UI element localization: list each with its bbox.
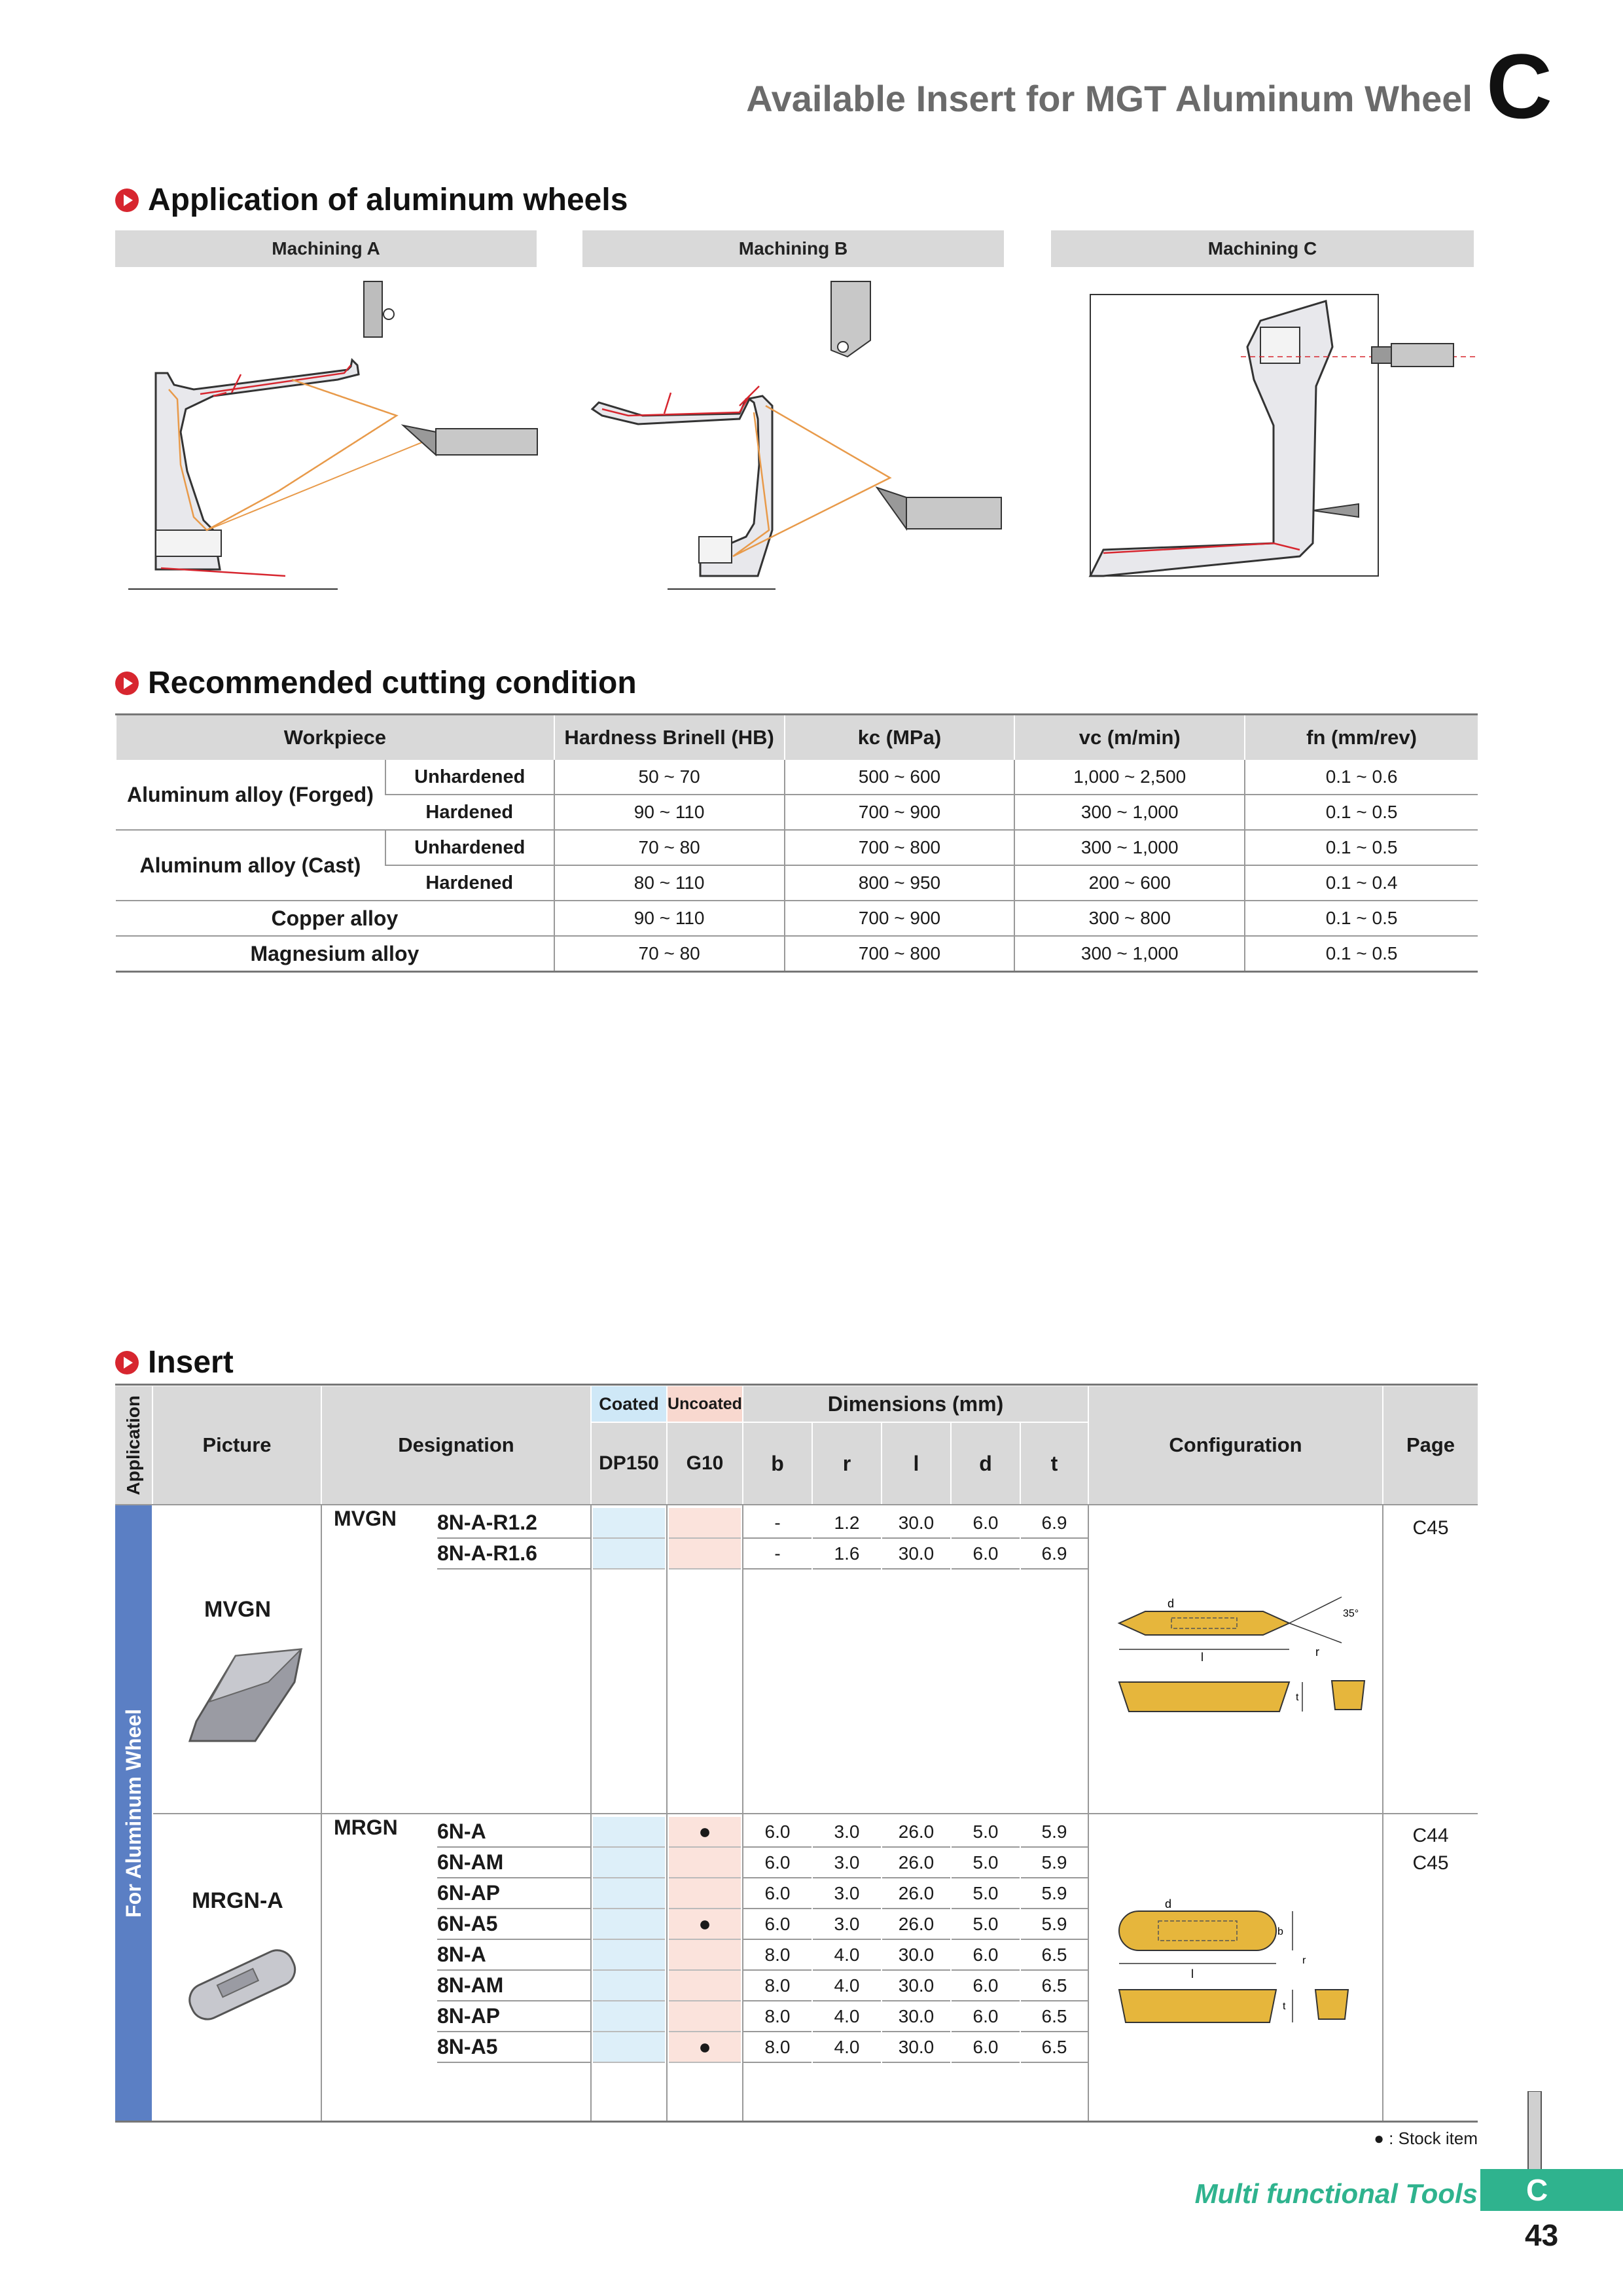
page-ref: C45 bbox=[1412, 1517, 1449, 1539]
config-b-label: b bbox=[1277, 1926, 1283, 1937]
dim-b-cell: 8.0 bbox=[743, 1940, 812, 1971]
material-copper: Copper alloy bbox=[116, 901, 554, 936]
vc-cell: 300 ~ 1,000 bbox=[1014, 936, 1245, 972]
g10-cell bbox=[669, 2001, 741, 2032]
config-l-label: l bbox=[1201, 1651, 1204, 1664]
g10-cell: ● bbox=[669, 1909, 741, 1940]
dp150-cell bbox=[593, 1940, 665, 1971]
config-r-label: r bbox=[1302, 1955, 1306, 1966]
page-title: Available Insert for MGT Aluminum Wheel bbox=[746, 78, 1472, 119]
insert-code: 6N-AP bbox=[437, 1878, 590, 1909]
hb-cell: 50 ~ 70 bbox=[554, 760, 785, 795]
table-row bbox=[116, 901, 1478, 936]
dim-b-cell: - bbox=[743, 1539, 812, 1570]
insert-code: 8N-A5 bbox=[437, 2032, 590, 2063]
machining-b-header: Machining B bbox=[582, 230, 1004, 267]
config-r-label: r bbox=[1315, 1645, 1319, 1659]
dim-d-cell: 6.0 bbox=[952, 1539, 1020, 1570]
vc-cell: 200 ~ 600 bbox=[1014, 865, 1245, 901]
section-application-heading bbox=[115, 182, 628, 218]
material-magnesium: Magnesium alloy bbox=[116, 936, 554, 972]
header-kc: kc (MPa) bbox=[785, 715, 1015, 761]
dim-d-cell: 5.0 bbox=[952, 1909, 1020, 1940]
arrow-bullet-icon bbox=[115, 188, 139, 212]
dim-b-cell: 6.0 bbox=[743, 1848, 812, 1878]
dim-t-cell: 6.5 bbox=[1021, 2001, 1088, 2032]
config-t-label: t bbox=[1283, 2001, 1286, 2012]
insert-code: 8N-AM bbox=[437, 1971, 590, 2001]
dim-l-cell: 30.0 bbox=[882, 2032, 950, 2063]
dp150-cell bbox=[593, 1508, 665, 1539]
material-cast: Aluminum alloy (Cast) bbox=[116, 830, 385, 901]
machining-c-diagram bbox=[1051, 268, 1483, 602]
dim-r-cell: 1.2 bbox=[813, 1508, 881, 1539]
application-band bbox=[115, 1505, 152, 2121]
kc-cell: 700 ~ 800 bbox=[785, 830, 1015, 865]
header-bottom-rule bbox=[115, 1504, 1478, 1505]
dim-l-cell: 26.0 bbox=[882, 1909, 950, 1940]
arrow-bullet-icon bbox=[115, 1351, 139, 1374]
g10-cell bbox=[669, 1539, 741, 1570]
header-workpiece: Workpiece bbox=[116, 715, 554, 761]
mrgn-configuration-drawing bbox=[1106, 1892, 1381, 2049]
dp150-cell bbox=[593, 1848, 665, 1878]
dim-t-cell: 6.5 bbox=[1021, 2032, 1088, 2063]
cutting-condition-table bbox=[115, 713, 1478, 973]
picture-label-mrgn: MRGN-A bbox=[192, 1888, 283, 1913]
page-number: 43 bbox=[1525, 2218, 1559, 2252]
mvgn-configuration-drawing bbox=[1106, 1584, 1381, 1754]
kc-cell: 700 ~ 900 bbox=[785, 901, 1015, 936]
condition-unhardened: Unhardened bbox=[385, 760, 554, 795]
fn-cell: 0.1 ~ 0.5 bbox=[1245, 830, 1478, 865]
dim-t-cell: 5.9 bbox=[1021, 1848, 1088, 1878]
vc-cell: 300 ~ 1,000 bbox=[1014, 830, 1245, 865]
fn-cell: 0.1 ~ 0.6 bbox=[1245, 760, 1478, 795]
dp150-cell bbox=[593, 1817, 665, 1848]
insert-code: 6N-AM bbox=[437, 1848, 590, 1878]
header-designation: Designation bbox=[322, 1386, 590, 1504]
insert-code: 8N-AP bbox=[437, 2001, 590, 2032]
dim-l-cell: 26.0 bbox=[882, 1817, 950, 1848]
table-top-rule bbox=[115, 1384, 1478, 1386]
insert-code: 6N-A5 bbox=[437, 1909, 590, 1940]
dim-b-cell: 6.0 bbox=[743, 1909, 812, 1940]
header-dp150: DP150 bbox=[592, 1423, 666, 1504]
config-d-label: d bbox=[1165, 1897, 1172, 1910]
insert-code: 8N-A-R1.2 bbox=[437, 1508, 590, 1539]
dim-t-cell: 5.9 bbox=[1021, 1878, 1088, 1909]
section-insert-title: Insert bbox=[148, 1345, 234, 1380]
dim-r-cell: 4.0 bbox=[813, 1971, 881, 2001]
fn-cell: 0.1 ~ 0.4 bbox=[1245, 865, 1478, 901]
dim-l-cell: 30.0 bbox=[882, 2001, 950, 2032]
section-insert-heading bbox=[115, 1344, 234, 1380]
dim-d-cell: 6.0 bbox=[952, 1940, 1020, 1971]
dim-t-cell: 6.9 bbox=[1021, 1539, 1088, 1570]
dim-l-cell: 30.0 bbox=[882, 1539, 950, 1570]
kc-cell: 500 ~ 600 bbox=[785, 760, 1015, 795]
page-ref: C45 bbox=[1412, 1852, 1449, 1874]
dim-b-cell: 6.0 bbox=[743, 1878, 812, 1909]
dim-l-cell: 30.0 bbox=[882, 1971, 950, 2001]
dim-l-cell: 30.0 bbox=[882, 1508, 950, 1539]
machining-a-diagram bbox=[115, 268, 541, 602]
header-hardness: Hardness Brinell (HB) bbox=[554, 715, 785, 761]
header-dimensions: Dimensions (mm) bbox=[743, 1386, 1088, 1422]
dim-r-cell: 3.0 bbox=[813, 1878, 881, 1909]
table-row bbox=[116, 936, 1478, 972]
header-configuration: Configuration bbox=[1089, 1386, 1382, 1504]
header-coated: Coated bbox=[592, 1386, 666, 1422]
dim-t-cell: 6.9 bbox=[1021, 1508, 1088, 1539]
header-r: r bbox=[813, 1423, 881, 1504]
dim-t-cell: 6.5 bbox=[1021, 1971, 1088, 2001]
material-forged: Aluminum alloy (Forged) bbox=[116, 760, 385, 830]
section-cutting-heading bbox=[115, 665, 637, 701]
kc-cell: 700 ~ 800 bbox=[785, 936, 1015, 972]
dp150-cell bbox=[593, 2032, 665, 2063]
fn-cell: 0.1 ~ 0.5 bbox=[1245, 795, 1478, 830]
config-d-label: d bbox=[1168, 1597, 1175, 1610]
series-mrgn: MRGN bbox=[334, 1816, 398, 1839]
header-l: l bbox=[882, 1423, 950, 1504]
dim-d-cell: 6.0 bbox=[952, 1508, 1020, 1539]
config-l-label: l bbox=[1191, 1967, 1194, 1981]
footer-chapter-tab: C bbox=[1480, 2169, 1623, 2211]
dim-r-cell: 4.0 bbox=[813, 2032, 881, 2063]
dim-l-cell: 26.0 bbox=[882, 1848, 950, 1878]
hb-cell: 70 ~ 80 bbox=[554, 830, 785, 865]
footer-section-name: Multi functional Tools bbox=[1194, 2178, 1478, 2209]
condition-hardened: Hardened bbox=[385, 865, 554, 901]
g10-cell bbox=[669, 1508, 741, 1539]
g10-cell bbox=[669, 1878, 741, 1909]
g10-cell: ● bbox=[669, 1817, 741, 1848]
fn-cell: 0.1 ~ 0.5 bbox=[1245, 936, 1478, 972]
config-t-label: t bbox=[1296, 1692, 1299, 1703]
header-d: d bbox=[952, 1423, 1020, 1504]
machining-b-diagram bbox=[582, 268, 1008, 602]
header-b: b bbox=[743, 1423, 812, 1504]
insert-code: 6N-A bbox=[437, 1817, 590, 1848]
dim-b-cell: 6.0 bbox=[743, 1817, 812, 1848]
dim-b-cell: 8.0 bbox=[743, 2001, 812, 2032]
dim-d-cell: 6.0 bbox=[952, 2032, 1020, 2063]
config-angle-label: 35° bbox=[1343, 1608, 1359, 1619]
vc-cell: 300 ~ 1,000 bbox=[1014, 795, 1245, 830]
header-application-cell bbox=[115, 1386, 152, 1504]
header-page: Page bbox=[1383, 1386, 1478, 1504]
header-uncoated: Uncoated bbox=[668, 1386, 742, 1422]
group-divider bbox=[153, 1813, 1478, 1814]
mvgn-insert-photo bbox=[170, 1643, 308, 1748]
g10-cell: ● bbox=[669, 2032, 741, 2063]
kc-cell: 700 ~ 900 bbox=[785, 795, 1015, 830]
dim-l-cell: 26.0 bbox=[882, 1878, 950, 1909]
g10-cell bbox=[669, 1848, 741, 1878]
insert-code: 8N-A-R1.6 bbox=[437, 1539, 590, 1570]
section-cutting-title: Recommended cutting condition bbox=[148, 666, 637, 700]
table-bottom-rule bbox=[115, 2121, 1478, 2123]
dim-d-cell: 6.0 bbox=[952, 1971, 1020, 2001]
machining-c-header: Machining C bbox=[1051, 230, 1474, 267]
dp150-cell bbox=[593, 1971, 665, 2001]
dim-b-cell: - bbox=[743, 1508, 812, 1539]
hb-cell: 80 ~ 110 bbox=[554, 865, 785, 901]
arrow-bullet-icon bbox=[115, 672, 139, 695]
fn-cell: 0.1 ~ 0.5 bbox=[1245, 901, 1478, 936]
dim-b-cell: 8.0 bbox=[743, 2032, 812, 2063]
header-application: Application bbox=[123, 1395, 143, 1496]
header-g10: G10 bbox=[668, 1423, 742, 1504]
dim-t-cell: 5.9 bbox=[1021, 1817, 1088, 1848]
stock-legend: ● : Stock item bbox=[1374, 2128, 1478, 2148]
header-picture: Picture bbox=[153, 1386, 321, 1504]
dp150-cell bbox=[593, 1539, 665, 1570]
dim-l-cell: 30.0 bbox=[882, 1940, 950, 1971]
dim-d-cell: 5.0 bbox=[952, 1817, 1020, 1848]
series-mvgn: MVGN bbox=[334, 1507, 397, 1530]
mrgn-insert-photo bbox=[173, 1934, 304, 2032]
vc-cell: 1,000 ~ 2,500 bbox=[1014, 760, 1245, 795]
dim-r-cell: 3.0 bbox=[813, 1848, 881, 1878]
section-application-title: Application of aluminum wheels bbox=[148, 183, 628, 217]
dim-d-cell: 6.0 bbox=[952, 2001, 1020, 2032]
dim-d-cell: 5.0 bbox=[952, 1848, 1020, 1878]
condition-hardened: Hardened bbox=[385, 795, 554, 830]
table-row bbox=[116, 830, 1478, 865]
g10-cell bbox=[669, 1940, 741, 1971]
dim-r-cell: 3.0 bbox=[813, 1817, 881, 1848]
dp150-cell bbox=[593, 2001, 665, 2032]
machining-a-header: Machining A bbox=[115, 230, 537, 267]
dim-b-cell: 8.0 bbox=[743, 1971, 812, 2001]
page-ref: C44 bbox=[1412, 1825, 1449, 1846]
table-row bbox=[116, 760, 1478, 795]
hb-cell: 90 ~ 110 bbox=[554, 901, 785, 936]
insert-code: 8N-A bbox=[437, 1940, 590, 1971]
application-label: For Aluminum Wheel bbox=[121, 1708, 145, 1918]
header-t: t bbox=[1021, 1423, 1088, 1504]
dim-t-cell: 5.9 bbox=[1021, 1909, 1088, 1940]
header-fn: fn (mm/rev) bbox=[1245, 715, 1478, 761]
kc-cell: 800 ~ 950 bbox=[785, 865, 1015, 901]
hb-cell: 70 ~ 80 bbox=[554, 936, 785, 972]
dim-d-cell: 5.0 bbox=[952, 1878, 1020, 1909]
dp150-cell bbox=[593, 1878, 665, 1909]
dim-r-cell: 4.0 bbox=[813, 1940, 881, 1971]
dim-r-cell: 3.0 bbox=[813, 1909, 881, 1940]
dp150-cell bbox=[593, 1909, 665, 1940]
vc-cell: 300 ~ 800 bbox=[1014, 901, 1245, 936]
condition-unhardened: Unhardened bbox=[385, 830, 554, 865]
picture-label-mvgn: MVGN bbox=[204, 1597, 271, 1622]
g10-cell bbox=[669, 1971, 741, 2001]
dim-t-cell: 6.5 bbox=[1021, 1940, 1088, 1971]
dim-r-cell: 4.0 bbox=[813, 2001, 881, 2032]
header-vc: vc (m/min) bbox=[1014, 715, 1245, 761]
hb-cell: 90 ~ 110 bbox=[554, 795, 785, 830]
chapter-letter: C bbox=[1486, 35, 1552, 137]
dim-r-cell: 1.6 bbox=[813, 1539, 881, 1570]
